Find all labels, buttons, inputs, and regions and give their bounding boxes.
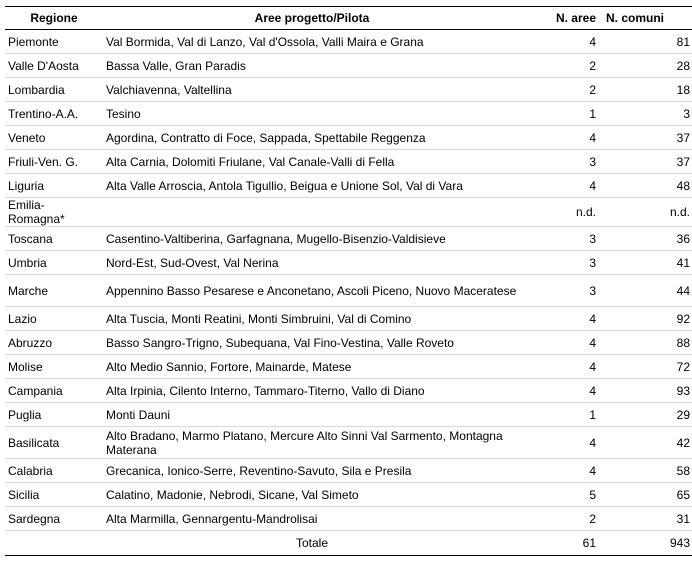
cell-n-aree: 3 xyxy=(518,275,600,307)
cell-aree: Alta Marmilla, Gennargentu-Mandrolisai xyxy=(100,507,518,531)
cell-n-aree: 2 xyxy=(518,507,600,531)
cell-regione: Umbria xyxy=(5,251,100,275)
table-row xyxy=(5,251,692,275)
header-regione: Regione xyxy=(5,7,100,30)
cell-aree: Bassa Valle, Gran Paradis xyxy=(100,54,518,78)
cell-regione: Marche xyxy=(5,275,100,307)
cell-n-aree: 3 xyxy=(518,150,600,174)
regions-table-container xyxy=(5,6,690,556)
cell-n-aree: 4 xyxy=(518,174,600,198)
cell-n-comuni: 42 xyxy=(600,427,692,459)
table-row xyxy=(5,174,692,198)
cell-regione: Calabria xyxy=(5,459,100,483)
cell-n-aree: 1 xyxy=(518,403,600,427)
cell-n-comuni: 48 xyxy=(600,174,692,198)
cell-n-aree: 4 xyxy=(518,307,600,331)
cell-n-aree: 5 xyxy=(518,483,600,507)
cell-regione: Liguria xyxy=(5,174,100,198)
cell-n-aree: 4 xyxy=(518,126,600,150)
cell-n-comuni: 36 xyxy=(600,227,692,251)
cell-n-comuni: 18 xyxy=(600,78,692,102)
table-row xyxy=(5,459,692,483)
cell-aree: Valchiavenna, Valtellina xyxy=(100,78,518,102)
cell-regione: Trentino-A.A. xyxy=(5,102,100,126)
table-row xyxy=(5,102,692,126)
cell-regione: Lombardia xyxy=(5,78,100,102)
total-n-aree: 61 xyxy=(518,531,600,556)
cell-n-aree: 2 xyxy=(518,54,600,78)
table-row xyxy=(5,379,692,403)
table-row xyxy=(5,307,692,331)
cell-n-aree: 4 xyxy=(518,379,600,403)
cell-n-comuni: 93 xyxy=(600,379,692,403)
cell-n-comuni: 37 xyxy=(600,150,692,174)
cell-regione: Abruzzo xyxy=(5,331,100,355)
cell-aree: Val Bormida, Val di Lanzo, Val d'Ossola, Valli Maira e Grana xyxy=(100,30,518,54)
header-n-comuni: N. comuni xyxy=(600,7,692,30)
cell-aree: Alta Irpinia, Cilento Interno, Tammaro-Titerno, Vallo di Diano xyxy=(100,379,518,403)
cell-n-aree: 4 xyxy=(518,331,600,355)
cell-aree: Alta Carnia, Dolomiti Friulane, Val Canale-Valli di Fella xyxy=(100,150,518,174)
table-row xyxy=(5,355,692,379)
header-aree: Aree progetto/Pilota xyxy=(100,7,518,30)
table-row xyxy=(5,331,692,355)
cell-n-comuni: 31 xyxy=(600,507,692,531)
table-row xyxy=(5,126,692,150)
total-row xyxy=(5,531,692,556)
cell-regione: Valle D'Aosta xyxy=(5,54,100,78)
cell-regione: Basilicata xyxy=(5,427,100,459)
table-row xyxy=(5,227,692,251)
cell-n-aree: 4 xyxy=(518,30,600,54)
table-body xyxy=(5,30,692,531)
cell-aree: Grecanica, Ionico-Serre, Reventino-Savuto, Sila e Presila xyxy=(100,459,518,483)
table-row xyxy=(5,403,692,427)
cell-n-comuni: 72 xyxy=(600,355,692,379)
table-row xyxy=(5,150,692,174)
cell-regione: Sicilia xyxy=(5,483,100,507)
cell-regione: Piemonte xyxy=(5,30,100,54)
cell-aree: Casentino-Valtiberina, Garfagnana, Mugello-Bisenzio-Valdisieve xyxy=(100,227,518,251)
cell-regione: Friuli-Ven. G. xyxy=(5,150,100,174)
cell-aree: Basso Sangro-Trigno, Subequana, Val Fino-Vestina, Valle Roveto xyxy=(100,331,518,355)
cell-regione: Molise xyxy=(5,355,100,379)
cell-n-aree: 4 xyxy=(518,355,600,379)
cell-aree: Alto Bradano, Marmo Platano, Mercure Alto Sinni Val Sarmento, Montagna Materana xyxy=(100,427,518,459)
cell-n-aree: n.d. xyxy=(518,198,600,227)
table-row xyxy=(5,78,692,102)
cell-aree: Calatino, Madonie, Nebrodi, Sicane, Val Simeto xyxy=(100,483,518,507)
table-row xyxy=(5,30,692,54)
cell-regione: Lazio xyxy=(5,307,100,331)
cell-n-aree: 3 xyxy=(518,227,600,251)
table-row xyxy=(5,507,692,531)
cell-aree: Tesino xyxy=(100,102,518,126)
cell-n-aree: 4 xyxy=(518,427,600,459)
cell-regione: Campania xyxy=(5,379,100,403)
cell-n-comuni: n.d. xyxy=(600,198,692,227)
header-row xyxy=(5,7,692,30)
cell-n-comuni: 58 xyxy=(600,459,692,483)
cell-aree: Alto Medio Sannio, Fortore, Mainarde, Matese xyxy=(100,355,518,379)
cell-n-comuni: 37 xyxy=(600,126,692,150)
cell-n-comuni: 92 xyxy=(600,307,692,331)
table-row xyxy=(5,275,692,307)
cell-n-aree: 3 xyxy=(518,251,600,275)
cell-aree: Alta Tuscia, Monti Reatini, Monti Simbruini, Val di Comino xyxy=(100,307,518,331)
cell-aree: Alta Valle Arroscia, Antola Tigullio, Beigua e Unione Sol, Val di Vara xyxy=(100,174,518,198)
cell-regione: Emilia-Romagna* xyxy=(5,198,100,227)
cell-n-aree: 1 xyxy=(518,102,600,126)
regions-table xyxy=(5,6,692,556)
cell-n-comuni: 41 xyxy=(600,251,692,275)
cell-n-comuni: 88 xyxy=(600,331,692,355)
cell-n-aree: 4 xyxy=(518,459,600,483)
header-n-aree: N. aree xyxy=(518,7,600,30)
total-n-comuni: 943 xyxy=(600,531,692,556)
table-row xyxy=(5,427,692,459)
cell-n-comuni: 81 xyxy=(600,30,692,54)
total-label: Totale xyxy=(100,531,518,556)
cell-regione: Toscana xyxy=(5,227,100,251)
cell-n-comuni: 65 xyxy=(600,483,692,507)
cell-aree: Agordina, Contratto di Foce, Sappada, Spettabile Reggenza xyxy=(100,126,518,150)
total-empty-cell xyxy=(5,531,100,556)
cell-n-comuni: 29 xyxy=(600,403,692,427)
cell-aree: Monti Dauni xyxy=(100,403,518,427)
cell-aree xyxy=(100,198,518,227)
cell-regione: Sardegna xyxy=(5,507,100,531)
table-row xyxy=(5,54,692,78)
cell-regione: Veneto xyxy=(5,126,100,150)
cell-aree: Appennino Basso Pesarese e Anconetano, Ascoli Piceno, Nuovo Maceratese xyxy=(100,275,518,307)
cell-n-comuni: 3 xyxy=(600,102,692,126)
cell-n-comuni: 44 xyxy=(600,275,692,307)
table-row xyxy=(5,483,692,507)
cell-aree: Nord-Est, Sud-Ovest, Val Nerina xyxy=(100,251,518,275)
table-row xyxy=(5,198,692,227)
cell-regione: Puglia xyxy=(5,403,100,427)
cell-n-comuni: 28 xyxy=(600,54,692,78)
cell-n-aree: 2 xyxy=(518,78,600,102)
